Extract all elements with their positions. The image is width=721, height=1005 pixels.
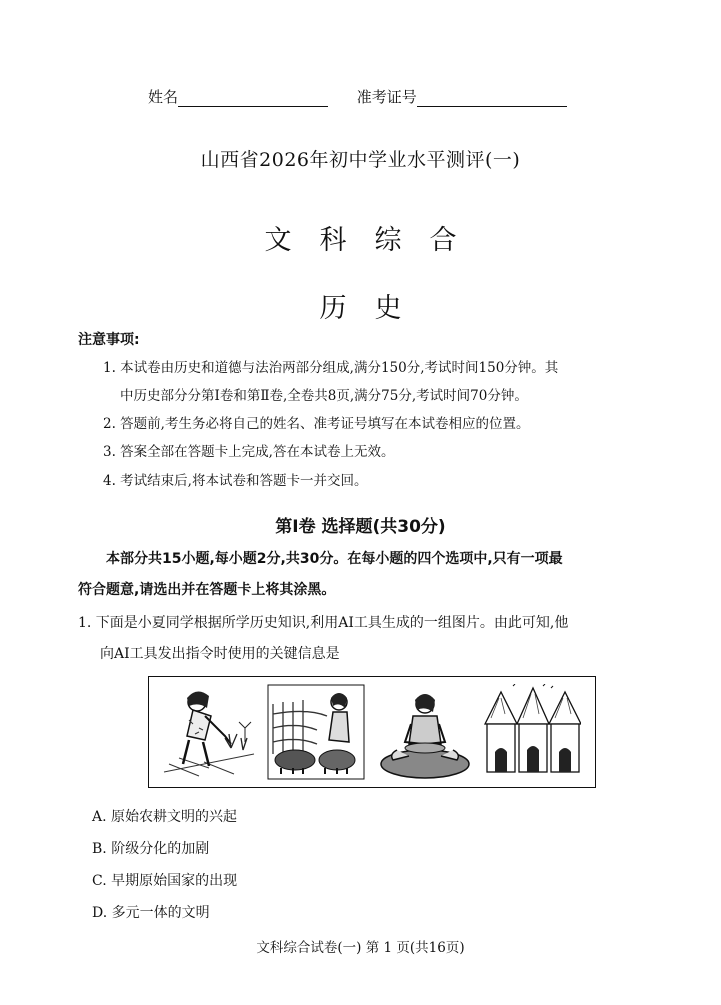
notice-item: 4. 考试结束后,将本试卷和答题卡一并交回。 <box>103 473 368 489</box>
grinding-grain-illustration <box>375 684 473 780</box>
subject-title: 历史 <box>319 293 430 324</box>
notice-item: 1. 本试卷由历史和道德与法治两部分组成,满分150分,考试时间150分钟。其 <box>103 360 559 376</box>
name-field[interactable] <box>178 106 328 107</box>
option-b[interactable]: B. 阶级分化的加剧 <box>92 841 210 857</box>
option-d[interactable]: D. 多元一体的文明 <box>92 905 210 921</box>
name-label: 姓名 <box>148 88 179 106</box>
option-a[interactable]: A. 原始农耕文明的兴起 <box>92 809 238 825</box>
question-1-stem-cont: 向AI工具发出指令时使用的关键信息是 <box>100 646 340 662</box>
thatched-huts-illustration <box>483 684 581 780</box>
section-instructions: 本部分共15小题,每小题2分,共30分。在每小题的四个选项中,只有一项最 <box>106 551 563 567</box>
section-instructions-cont: 符合题意,请选出并在答题卡上将其涂黑。 <box>78 582 336 598</box>
section-heading: 第Ⅰ卷 选择题(共30分) <box>275 517 446 537</box>
notice-item: 3. 答案全部在答题卡上完成,答在本试卷上无效。 <box>103 444 395 460</box>
page-footer: 文科综合试卷(一) 第 1 页(共16页) <box>256 940 465 956</box>
paper-title: 文科综合 <box>264 225 485 256</box>
exam-number-label: 准考证号 <box>356 88 417 106</box>
notice-item: 2. 答题前,考生务必将自己的姓名、准考证号填写在本试卷相应的位置。 <box>103 416 530 432</box>
raising-pigs-illustration <box>267 684 365 780</box>
question-1-stem: 1. 下面是小夏同学根据所学历史知识,利用AI工具生成的一组图片。由此可知,他 <box>78 615 569 631</box>
planting-rice-illustration <box>159 684 257 780</box>
exam-title: 山西省2026年初中学业水平测评(一) <box>200 149 521 171</box>
option-c[interactable]: C. 早期原始国家的出现 <box>92 873 238 889</box>
question-1-image-strip <box>148 676 596 788</box>
notice-heading: 注意事项: <box>78 332 140 348</box>
candidate-info-row <box>148 86 567 108</box>
notice-item: 中历史部分分第Ⅰ卷和第Ⅱ卷,全卷共8页,满分75分,考试时间70分钟。 <box>120 388 528 404</box>
exam-number-field[interactable] <box>417 106 567 107</box>
